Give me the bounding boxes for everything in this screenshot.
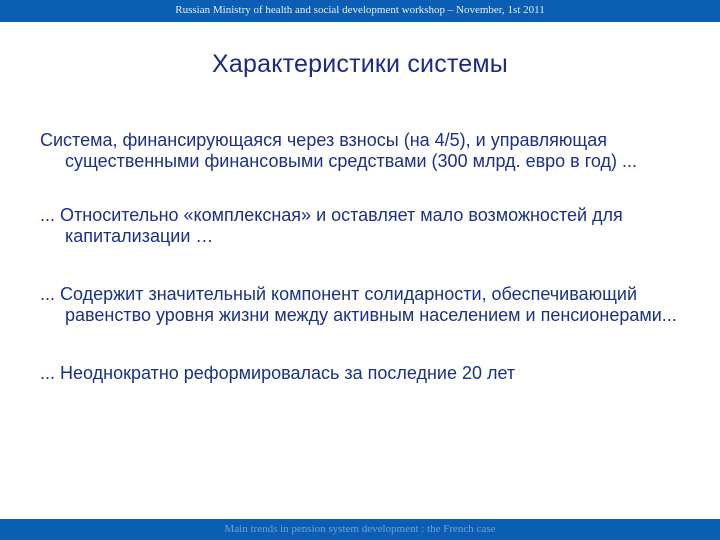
paragraph-financing: Система, финансирующаяся через взносы (на 4/5), и управляющая существенными финансовыми средствами (300 млрд. евро в год) ...: [40, 130, 638, 171]
paragraph-reforms: ... Неоднократно реформировалась за последние 20 лет: [40, 363, 516, 383]
slide-title: Характеристики системы: [212, 50, 508, 78]
paragraph-complexity: ... Относительно «комплексная» и оставляет мало возможностей для капитализации …: [40, 205, 623, 246]
header-text: Russian Ministry of health and social development workshop – November, 1st 2011: [175, 4, 545, 16]
header-bar: [0, 0, 720, 22]
paragraph-solidarity: ... Содержит значительный компонент солидарности, обеспечивающий равенство уровня жизни между активным населением и пенсионерами...: [40, 284, 677, 325]
footer-text: Main trends in pension system development : the French case: [224, 523, 496, 535]
footer-bar: [0, 519, 720, 540]
slide-content: [40, 130, 715, 384]
